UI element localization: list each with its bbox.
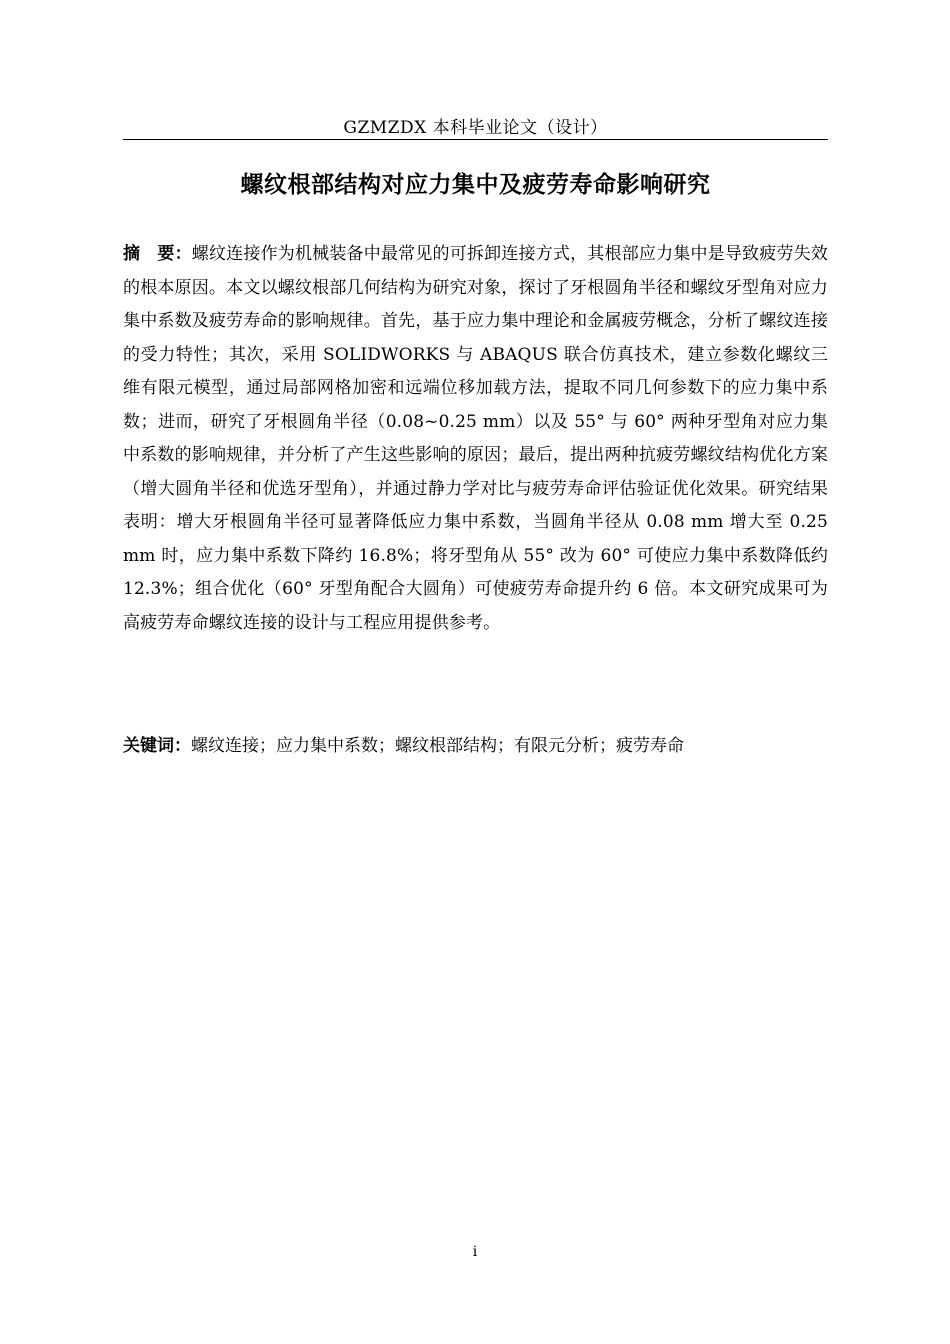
abstract-label: 摘 要：: [123, 244, 192, 264]
keywords-label: 关键词：: [123, 736, 191, 756]
paper-title: 螺纹根部结构对应力集中及疲劳寿命影响研究: [240, 172, 711, 198]
page-number: i: [472, 1244, 478, 1260]
abstract-paragraph: [123, 238, 828, 640]
abstract-text: 螺纹连接作为机械装备中最常见的可拆卸连接方式，其根部应力集中是导致疲劳失效的根本原因。本文以螺纹根部几何结构为研究对象，探讨了牙根圆角半径和螺纹牙型角对应力集中系数及疲劳寿命的影响规律。首先，基于应力集中理论和金属疲劳概念，分析了螺纹连接的受力特性；其次，采用 SOLIDWORKS 与 ABAQUS 联合仿真技术，建立参数化螺纹三维有限元模型，通过局部网格加密和远端位移加载方法，提取不同几何参数下的应力集中系数；进而，研究了牙根圆角半径（0.08~0.25 mm）以及 55° 与 60° 两种牙型角对应力集中系数的影响规律，并分析了产生这些影响的原因；最后，提出两种抗疲劳螺纹结构优化方案（增大圆角半径和优选牙型角），并通过静力学对比与疲劳寿命评估验证优化效果。研究结果表明：增大牙根圆角半径可显著降低应力集中系数，当圆角半径从 0.08 mm 增大至 0.25 mm 时，应力集中系数下降约 16.8%；将牙型角从 55° 改为 60° 可使应力集中系数降低约 12.3%；组合优化（60° 牙型角配合大圆角）可使疲劳寿命提升约 6 倍。本文研究成果可为高疲劳寿命螺纹连接的设计与工程应用提供参考。: [123, 244, 828, 633]
header-rule: [123, 139, 828, 140]
keywords-text: 螺纹连接；应力集中系数；螺纹根部结构；有限元分析；疲劳寿命: [191, 736, 684, 756]
keywords-line: [123, 730, 828, 764]
running-header: GZMZDX 本科毕业论文（设计）: [343, 118, 608, 138]
